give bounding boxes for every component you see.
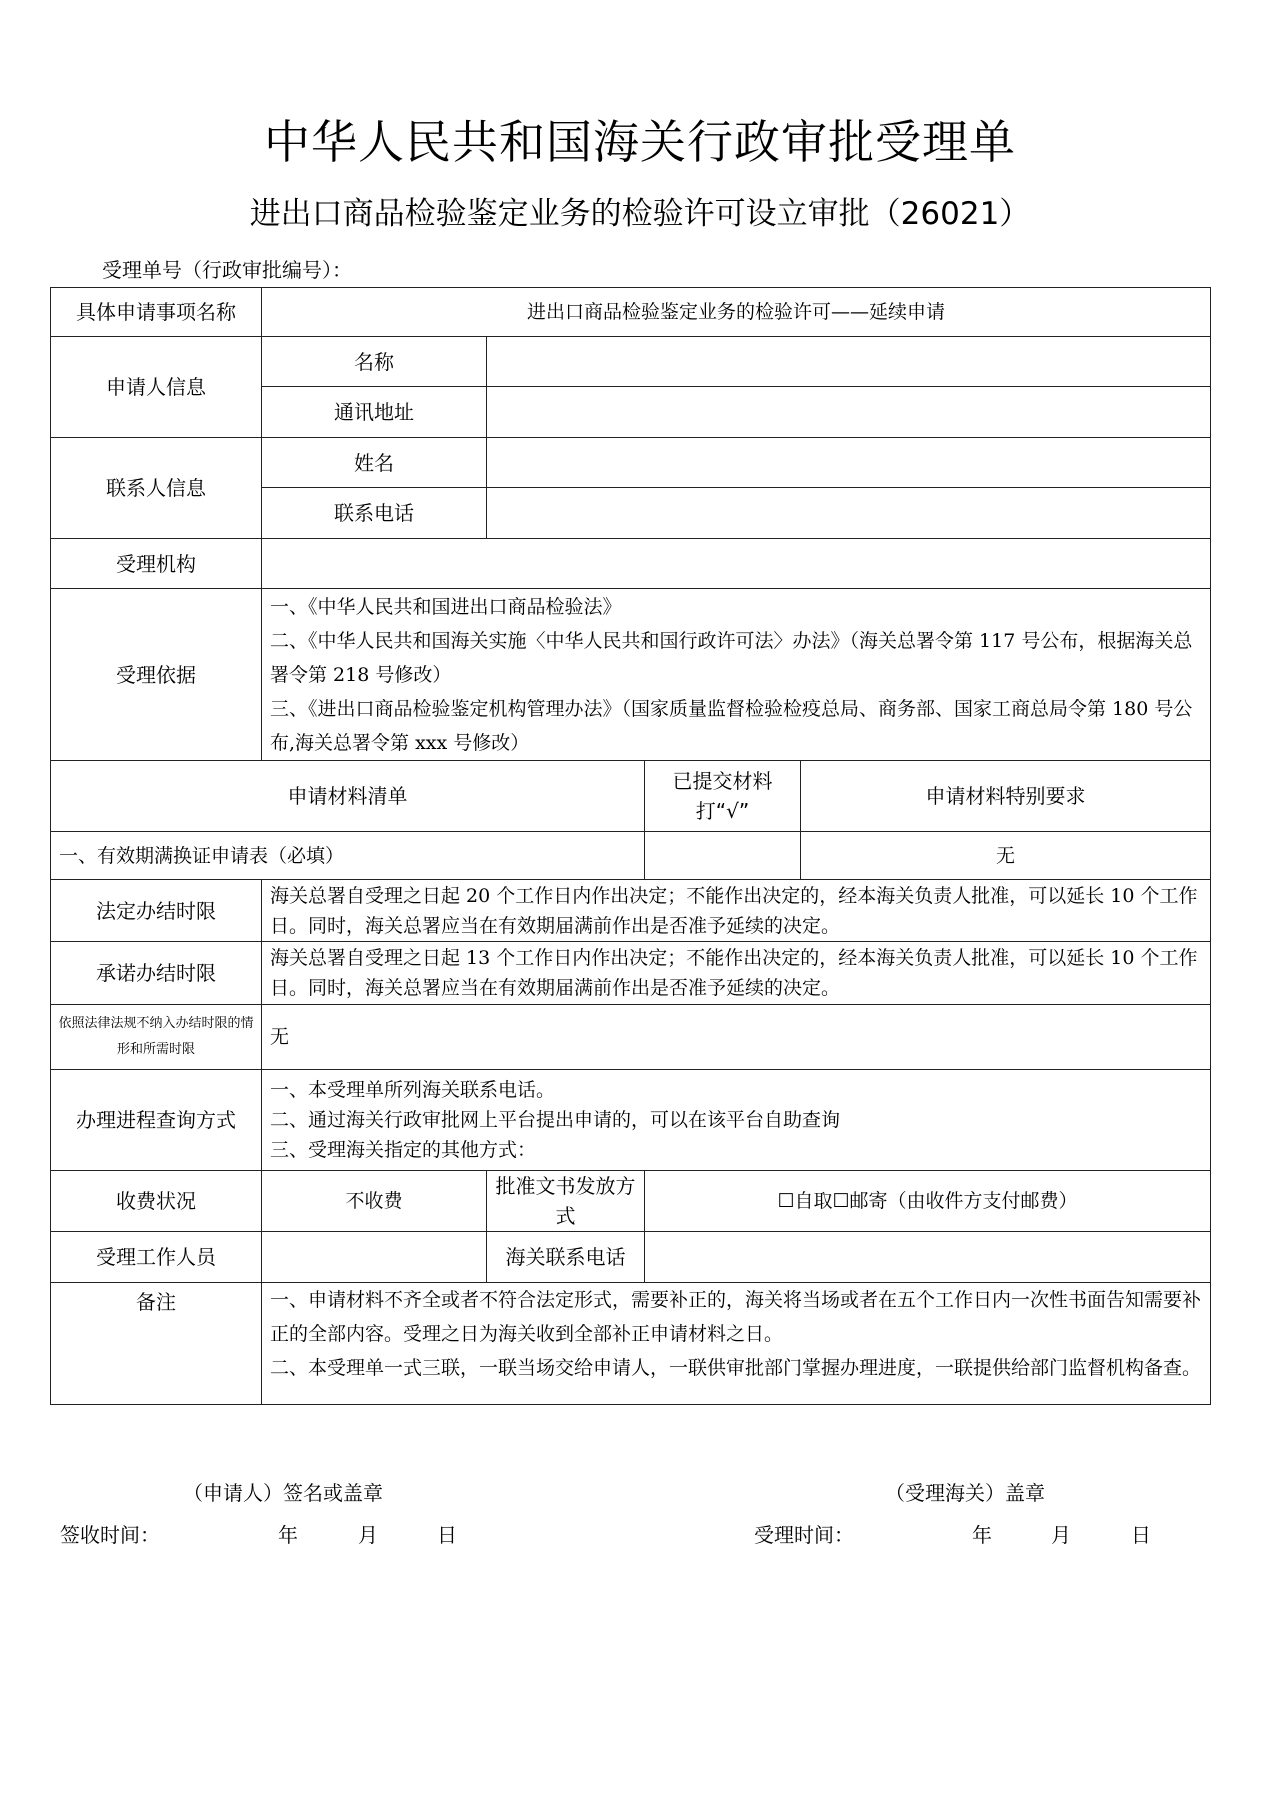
delivery-method-options[interactable]: ☐自取☐邮寄（由收件方支付邮费） <box>645 1171 1211 1232</box>
fee-row <box>51 1171 1211 1232</box>
material-item-1: 一、有效期满换证申请表（必填） <box>51 832 645 880</box>
customs-phone-field[interactable] <box>645 1232 1211 1283</box>
agency-label: 受理机构 <box>51 539 262 589</box>
excluded-time-value: 无 <box>262 1005 1211 1070</box>
promised-limit-row <box>51 942 1211 1005</box>
excluded-time-label: 依照法律法规不纳入办结时限的情形和所需时限 <box>51 1005 262 1070</box>
item-name-value: 进出口商品检验鉴定业务的检验许可——延续申请 <box>262 288 1211 337</box>
contact-info-label: 联系人信息 <box>51 438 262 539</box>
progress-line-3: 三、受理海关指定的其他方式： <box>270 1139 537 1161</box>
legal-limit-value: 海关总署自受理之日起 20 个工作日内作出决定；不能作出决定的，经本海关负责人批准，可以延长 10 个工作日。同时，海关总署应当在有效期届满前作出是否准予延续的决定。 <box>262 880 1211 942</box>
excluded-time-row <box>51 1005 1211 1070</box>
staff-field[interactable] <box>262 1232 487 1283</box>
receipt-number-label: 受理单号（行政审批编号）： <box>102 258 352 282</box>
receive-time-label: 签收时间： <box>60 1523 160 1547</box>
contact-phone-field[interactable] <box>487 488 1211 539</box>
accept-year-label: 年 <box>972 1523 992 1547</box>
contact-name-field[interactable] <box>487 438 1211 488</box>
materials-list-header: 申请材料清单 <box>51 761 645 832</box>
receive-year-label: 年 <box>278 1523 298 1547</box>
contact-phone-label: 联系电话 <box>262 488 487 539</box>
applicant-name-field[interactable] <box>487 337 1211 387</box>
item-name-row <box>51 288 1211 337</box>
basis-content <box>262 589 1211 761</box>
progress-line-2: 二、通过海关行政审批网上平台提出申请的，可以在该平台自助查询 <box>270 1109 841 1131</box>
remarks-label: 备注 <box>51 1283 262 1405</box>
accept-day-label: 日 <box>1131 1523 1151 1547</box>
document-subtitle: 进出口商品检验鉴定业务的检验许可设立审批（26021） <box>249 196 1031 232</box>
delivery-method-label: 批准文书发放方式 <box>487 1171 645 1232</box>
materials-header-row <box>51 761 1211 832</box>
applicant-address-field[interactable] <box>487 387 1211 438</box>
accept-time-label: 受理时间： <box>754 1523 854 1547</box>
item-name-label: 具体申请事项名称 <box>51 288 262 337</box>
basis-line-2: 二、《中华人民共和国海关实施〈中华人民共和国行政许可法〉办法》（海关总署令第 117 号公布，根据海关总署令第 218 号修改） <box>270 629 1193 686</box>
applicant-signature-label: （申请人）签名或盖章 <box>183 1481 383 1505</box>
material-item-1-requirement: 无 <box>801 832 1211 880</box>
accept-month-label: 月 <box>1051 1523 1071 1547</box>
agency-field[interactable] <box>262 539 1211 589</box>
contact-name-row <box>51 438 1211 488</box>
receive-month-label: 月 <box>358 1523 378 1547</box>
basis-row <box>51 589 1211 761</box>
progress-query-label: 办理进程查询方式 <box>51 1070 262 1171</box>
progress-query-content <box>262 1070 1211 1171</box>
progress-query-row <box>51 1070 1211 1171</box>
agency-row <box>51 539 1211 589</box>
fee-label: 收费状况 <box>51 1171 262 1232</box>
remarks-line-1: 一、申请材料不齐全或者不符合法定形式，需要补正的，海关将当场或者在五个工作日内一次性书面告知需要补正的全部内容。受理之日为海关收到全部补正申请材料之日。 <box>270 1289 1202 1345</box>
fee-value: 不收费 <box>262 1171 487 1232</box>
promised-limit-label: 承诺办结时限 <box>51 942 262 1005</box>
applicant-name-label: 名称 <box>262 337 487 387</box>
material-row-1 <box>51 832 1211 880</box>
applicant-address-label: 通讯地址 <box>262 387 487 438</box>
receive-day-label: 日 <box>437 1523 457 1547</box>
customs-seal-label: （受理海关）盖章 <box>885 1481 1045 1505</box>
material-item-1-checkbox[interactable] <box>645 832 801 880</box>
remarks-content <box>262 1283 1211 1405</box>
materials-submitted-header: 已提交材料打“√” <box>645 761 801 832</box>
approval-form-table <box>50 287 1211 1405</box>
basis-line-3: 三、《进出口商品检验鉴定机构管理办法》（国家质量监督检验检疫总局、商务部、国家工商总局令第 180 号公布,海关总署令第 xxx 号修改） <box>270 697 1193 754</box>
promised-limit-value: 海关总署自受理之日起 13 个工作日内作出决定；不能作出决定的，经本海关负责人批准，可以延长 10 个工作日。同时，海关总署应当在有效期届满前作出是否准予延续的决定。 <box>262 942 1211 1005</box>
document-title: 中华人民共和国海关行政审批受理单 <box>264 115 1016 169</box>
legal-limit-label: 法定办结时限 <box>51 880 262 942</box>
legal-limit-row <box>51 880 1211 942</box>
remarks-row <box>51 1283 1211 1405</box>
progress-line-1: 一、本受理单所列海关联系电话。 <box>270 1079 556 1101</box>
remarks-line-2: 二、本受理单一式三联，一联当场交给申请人，一联供审批部门掌握办理进度，一联提供给部门监督机构备查。 <box>270 1357 1202 1379</box>
staff-row <box>51 1232 1211 1283</box>
customs-phone-label: 海关联系电话 <box>487 1232 645 1283</box>
contact-name-label: 姓名 <box>262 438 487 488</box>
basis-label: 受理依据 <box>51 589 262 761</box>
materials-requirements-header: 申请材料特别要求 <box>801 761 1211 832</box>
basis-line-1: 一、《中华人民共和国进出口商品检验法》 <box>270 595 622 618</box>
staff-label: 受理工作人员 <box>51 1232 262 1283</box>
applicant-name-row <box>51 337 1211 387</box>
applicant-info-label: 申请人信息 <box>51 337 262 438</box>
